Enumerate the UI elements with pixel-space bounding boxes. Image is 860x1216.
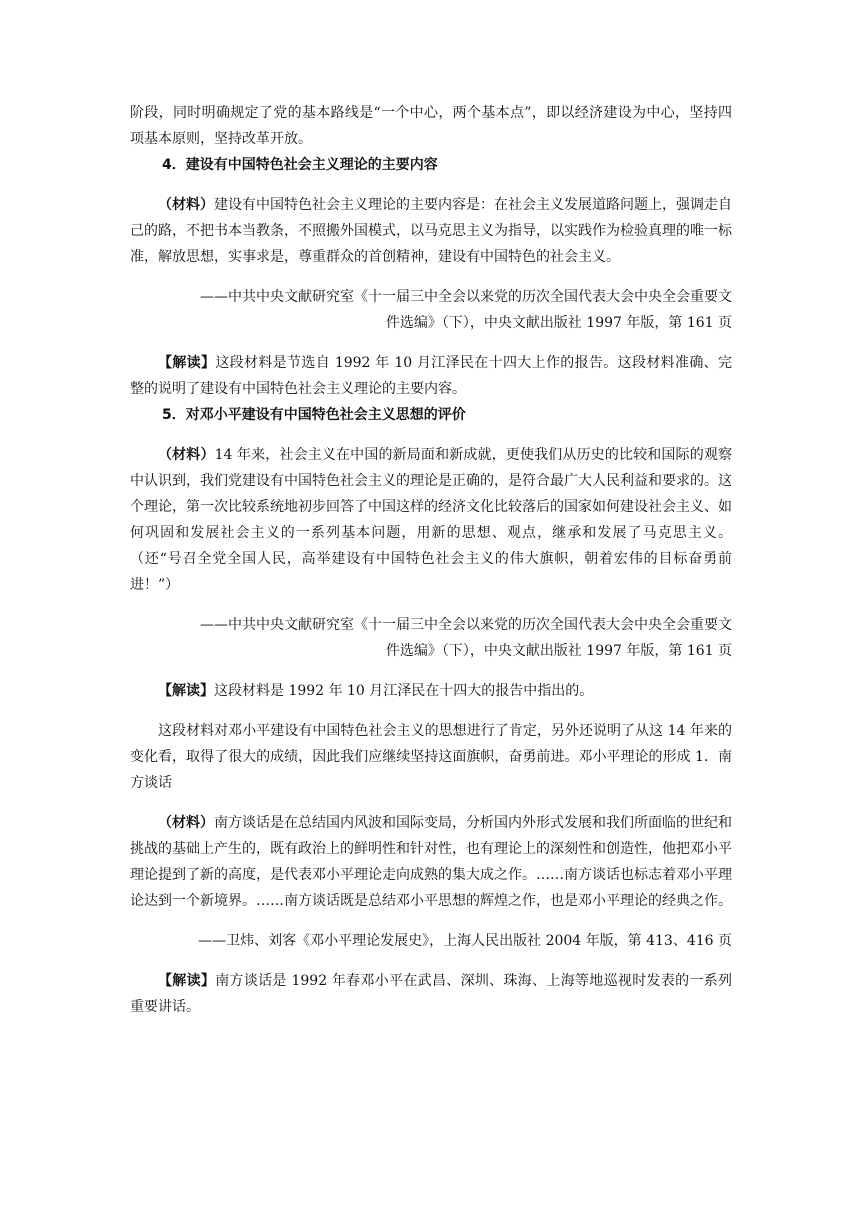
material-tag: （材料） [158,815,214,831]
interpretation-tag: 【解读】 [158,683,214,699]
section-4-material [130,192,732,270]
source-line: ——中共中央文献研究室《十一届三中全会以来党的历次全国代表大会中央全会重要文 [200,617,732,633]
south-talk-material [130,810,732,914]
south-talk-source [130,928,732,954]
interpretation-tag: 【解读】 [158,973,216,989]
material-tag: （材料） [158,197,214,213]
section-5-interpretation [130,678,732,704]
interpretation-tag: 【解读】 [158,355,216,371]
south-talk-interpretation [130,968,732,1020]
section-5-material [130,442,732,598]
section-5-commentary: 这段材料对邓小平建设有中国特色社会主义的思想进行了肯定，另外还说明了从这 14 年来的变化看，取得了很大的成绩，因此我们应继续坚持这面旗帜，奋勇前进。邓小平理论的形成 1．南方谈话 [130,723,732,791]
material-tag: （材料） [158,447,215,463]
source-line: ——中共中央文献研究室《十一届三中全会以来党的历次全国代表大会中央全会重要文 [200,289,732,305]
section-4-interpretation [130,350,732,402]
interpretation-text: 这段材料是节选自 1992 年 10 月江泽民在十四大上作的报告。这段材料准确、完整的说明了建设有中国特色社会主义理论的主要内容。 [130,355,732,397]
section-4-heading: 4．建设有中国特色社会主义理论的主要内容 [162,157,438,173]
material-text: 南方谈话是在总结国内风波和国际变局，分析国内外形式发展和我们所面临的世纪和挑战的基础上产生的，既有政治上的鲜明性和针对性，也有理论上的深刻性和创造性，他把邓小平理论提到了新的高度，是代表邓小平理论走向成熟的集大成之作。……南方谈话也标志着邓小平理论达到一个新境界。……南方谈话既是总结邓小平思想的辉煌之作，也是邓小平理论的经典之作。 [130,815,732,909]
interpretation-text: 这段材料是 1992 年 10 月江泽民在十四大的报告中指出的。 [214,683,594,699]
section-5-source [130,612,732,664]
section-5-heading: 5．对邓小平建设有中国特色社会主义思想的评价 [162,407,466,423]
source-line: 件选编》（下），中央文献出版社 1997 年版，第 161 页 [385,315,732,331]
material-text: 建设有中国特色社会主义理论的主要内容是：在社会主义发展道路问题上，强调走自己的路，不把书本当教条，不照搬外国模式，以马克思主义为指导，以实践作为检验真理的唯一标准，解放思想，实事求是，尊重群众的首创精神，建设有中国特色的社会主义。 [130,197,732,265]
document-page [130,100,732,1020]
source-line: 件选编》（下），中央文献出版社 1997 年版，第 161 页 [385,643,732,659]
intro-paragraph: 阶段，同时明确规定了党的基本路线是“一个中心，两个基本点”，即以经济建设为中心，坚持四项基本原则，坚持改革开放。 [130,105,732,147]
section-4-source [130,284,732,336]
material-text: 14 年来，社会主义在中国的新局面和新成就，更使我们从历史的比较和国际的观察中认识到，我们党建设有中国特色社会主义的理论是正确的，是符合最广大人民利益和要求的。这个理论，第一次比较系统地初步回答了中国这样的经济文化比较落后的国家如何建设社会主义、如何巩固和发展社会主义的一系列基本问题，用新的思想、观点，继承和发展了马克思主义。（还“号召全党全国人民，高举建设有中国特色社会主义的伟大旗帜，朝着宏伟的目标奋勇前进！”） [130,447,733,593]
interpretation-text: 南方谈话是 1992 年春邓小平在武昌、深圳、珠海、上海等地巡视时发表的一系列重要讲话。 [130,973,733,1015]
source-line: ——卫炜、刘客《邓小平理论发展史》，上海人民出版社 2004 年版，第 413、416 页 [198,933,732,949]
